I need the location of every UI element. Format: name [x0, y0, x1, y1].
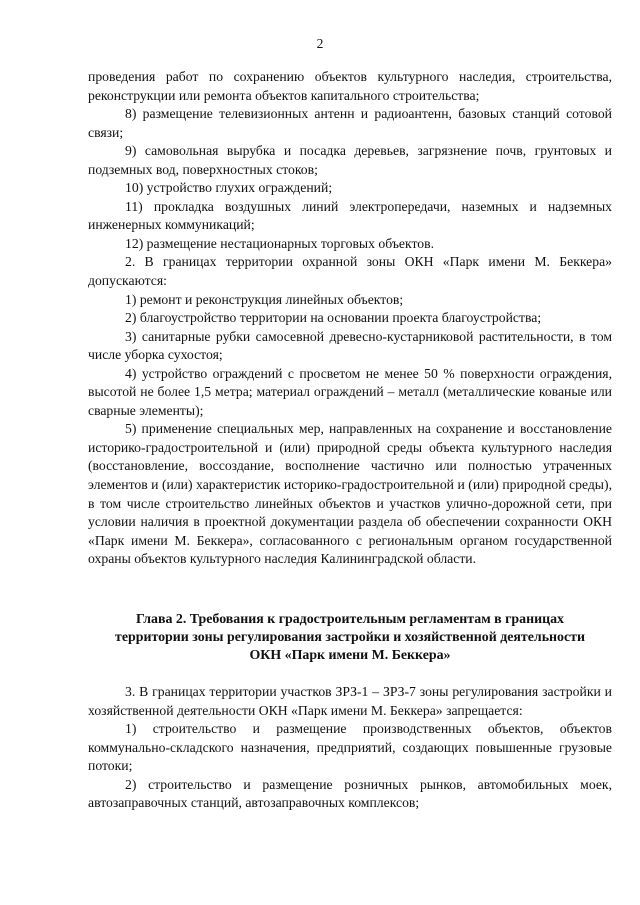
paragraph-prohibited-2: 2) строительство и размещение розничных рынков, автомобильных моек, автозаправочных станций, автозаправочных комплексов;	[88, 776, 612, 811]
document-body-bottom	[88, 683, 612, 813]
chapter-heading-line: Глава 2. Требования к градостроительным регламентам в границах	[135, 612, 564, 627]
document-body-top	[88, 68, 612, 569]
paragraph-allowed-4: 4) устройство ограждений с просветом не менее 50 % поверхности ограждения, высотой не более 1,5 метра; материал ограждений – металл (металлические кованые или сварные элементы);	[88, 365, 612, 418]
chapter-heading-line: ОКН «Парк имени М. Беккера»	[249, 648, 451, 664]
paragraph-item-10: 10) устройство глухих ограждений;	[125, 180, 333, 196]
paragraph-item-11: 11) прокладка воздушных линий электропередачи, наземных и надземных инженерных коммуникаций;	[88, 198, 612, 233]
page-number: 2	[316, 36, 324, 51]
paragraph-prohibited-1: 1) строительство и размещение производственных объектов, объектов коммунально-складского назначения, предприятий, создающих повышенные грузовые потоки;	[88, 721, 612, 774]
paragraph-allowed-1: 1) ремонт и реконструкция линейных объектов;	[125, 291, 404, 307]
chapter-heading	[100, 611, 600, 666]
paragraph-allowed-3: 3) санитарные рубки самосевной древесно-кустарниковой растительности, в том числе уборка сухостоя;	[88, 328, 612, 363]
chapter-heading-line: территории зоны регулирования застройки и хозяйственной деятельности	[115, 630, 585, 646]
paragraph-item-12: 12) размещение нестационарных торговых объектов.	[125, 235, 435, 251]
paragraph-allowed-5: 5) применение специальных мер, направленных на сохранение и восстановление историко-градостроительной и (или) природной среды объекта культурного наследия (восстановление, воссоздание, восполнение частично или полностью утраченных элементов и (или) характеристик историко-градостроительной и (или) природной среды), в том числе строительство линейных объектов и участков улично-дорожной сети, при условии наличия в проектной документации раздела об обеспечении сохранности ОКН «Парк имени М. Беккера», согласованного с региональным органом государственной охраны объектов культурного наследия Калининградской области.	[88, 421, 612, 567]
paragraph-clause-2: 2. В границах территории охранной зоны ОКН «Парк имени М. Беккера» допускаются:	[88, 254, 612, 289]
paragraph-clause-3: 3. В границах территории участков ЗРЗ-1 – ЗРЗ-7 зоны регулирования застройки и хозяйственной деятельности ОКН «Парк имени М. Беккера» запрещается:	[88, 684, 612, 718]
paragraph-item-8: 8) размещение телевизионных антенн и радиоантенн, базовых станций сотовой связи;	[88, 106, 612, 140]
paragraph-item-9: 9) самовольная вырубка и посадка деревьев, загрязнение почв, грунтовых и подземных вод, поверхностных стоков;	[88, 143, 612, 177]
paragraph-continuation: проведения работ по сохранению объектов культурного наследия, строительства, реконструкции или ремонта объектов капитального строительства;	[88, 69, 612, 103]
paragraph-allowed-2: 2) благоустройство территории на основании проекта благоустройства;	[125, 310, 542, 326]
